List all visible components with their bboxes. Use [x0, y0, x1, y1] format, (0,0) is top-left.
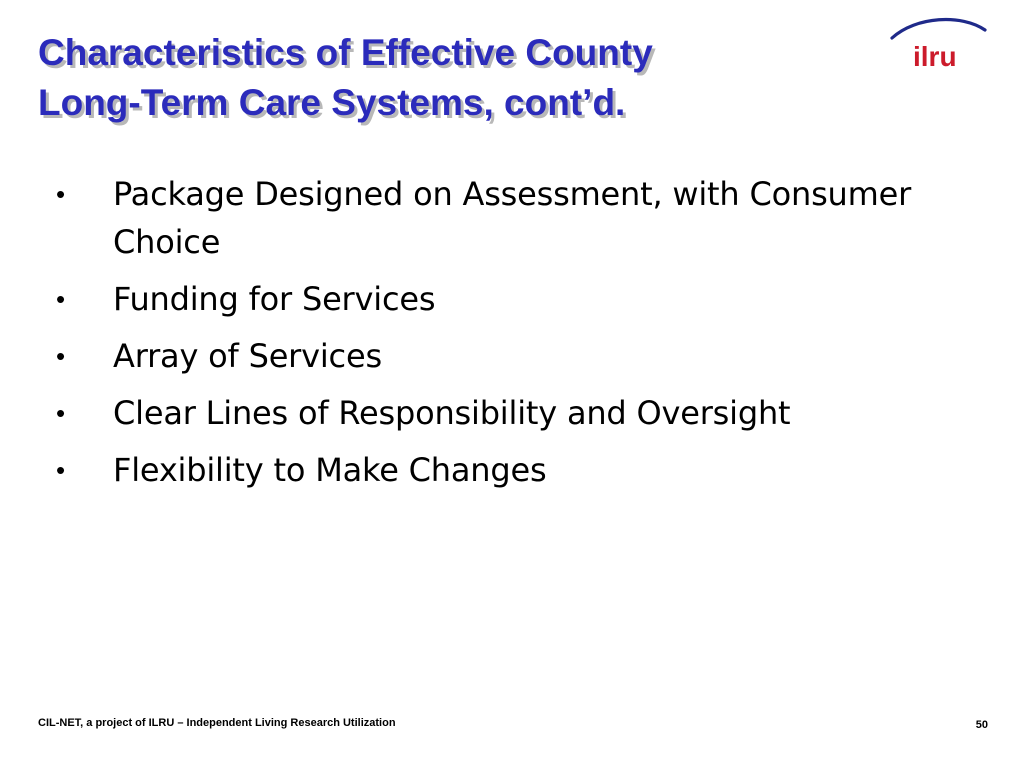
slide-title-line-1: Characteristics of Effective County	[38, 32, 653, 73]
list-item	[56, 170, 956, 266]
list-item	[56, 275, 956, 323]
footer-text: CIL-NET, a project of ILRU – Independent Living Research Utilization	[38, 717, 396, 729]
bullet-text: Clear Lines of Responsibility and Oversight	[113, 394, 791, 432]
ilru-logo	[886, 16, 992, 74]
bullet-text: Flexibility to Make Changes	[113, 451, 547, 489]
bullet-text: Array of Services	[113, 337, 382, 375]
bullet-symbol: •	[56, 179, 65, 209]
list-item	[56, 389, 956, 437]
bullet-symbol: •	[56, 398, 65, 428]
bullet-symbol: •	[56, 284, 65, 314]
bullet-text: Package Designed on Assessment, with Consumer Choice	[113, 175, 912, 261]
slide-title-line-2: Long-Term Care Systems, cont’d.	[38, 82, 626, 123]
ilru-logo-icon	[886, 16, 992, 74]
list-item	[56, 332, 956, 380]
slide-title	[38, 28, 858, 128]
bullet-text: Funding for Services	[113, 280, 436, 318]
page-number: 50	[975, 719, 988, 731]
logo-text: ilru	[913, 41, 957, 72]
bullet-symbol: •	[56, 455, 65, 485]
list-item	[56, 446, 956, 494]
bullet-list	[56, 170, 956, 503]
bullet-symbol: •	[56, 341, 65, 371]
